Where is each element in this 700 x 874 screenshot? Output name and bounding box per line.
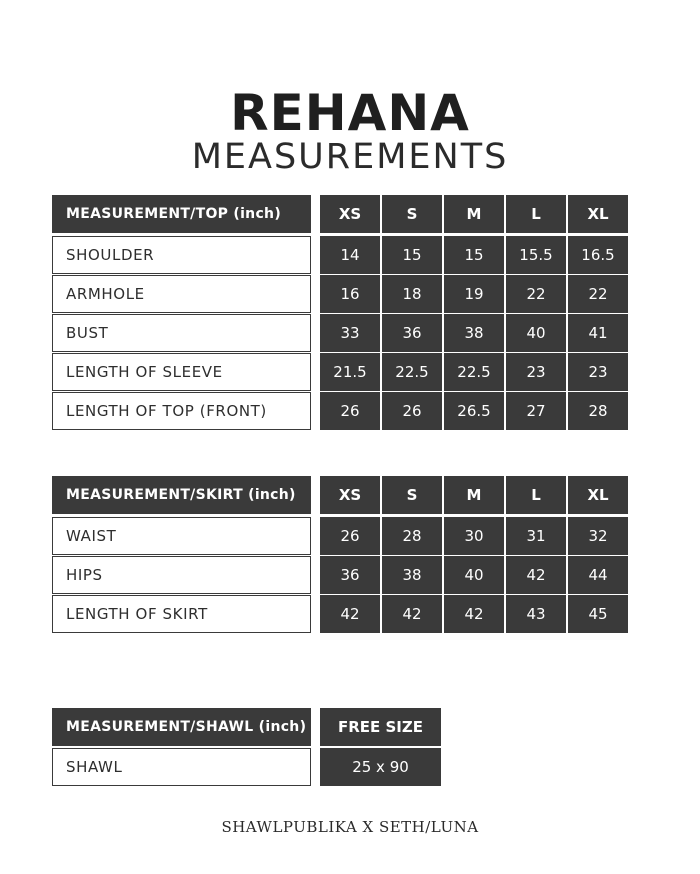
page-title: REHANA: [230, 84, 470, 142]
value-cell: 43: [506, 595, 566, 633]
value-cell: 26: [382, 392, 442, 430]
row-label: BUST: [52, 314, 311, 352]
value-cell: 28: [568, 392, 628, 430]
table-row: [52, 236, 628, 274]
value-cell: 23: [506, 353, 566, 391]
row-label: LENGTH OF SKIRT: [52, 595, 311, 633]
value-cell: 32: [568, 517, 628, 555]
value-cell: 15: [382, 236, 442, 274]
table-row: [52, 517, 628, 555]
table-header-row: [52, 476, 628, 514]
table-row: [52, 275, 628, 313]
value-cell: 44: [568, 556, 628, 594]
table-header-label: MEASUREMENT/SHAWL (inch): [52, 708, 311, 746]
table-header-row: [52, 708, 628, 746]
size-header: L: [506, 195, 566, 233]
size-header: L: [506, 476, 566, 514]
value-cell: 36: [320, 556, 380, 594]
size-header: XS: [320, 195, 380, 233]
size-header: M: [444, 476, 504, 514]
value-cell: 42: [382, 595, 442, 633]
size-header: XL: [568, 476, 628, 514]
value-cell: 22.5: [444, 353, 504, 391]
value-cell: 40: [444, 556, 504, 594]
value-cell: 42: [320, 595, 380, 633]
value-cell: 21.5: [320, 353, 380, 391]
table-row: [52, 314, 628, 352]
value-cell: 15.5: [506, 236, 566, 274]
value-cell: 27: [506, 392, 566, 430]
value-cell: 26.5: [444, 392, 504, 430]
value-cell: 30: [444, 517, 504, 555]
value-cell: 26: [320, 517, 380, 555]
value-cell: 42: [444, 595, 504, 633]
value-cell: 14: [320, 236, 380, 274]
value-cell: 41: [568, 314, 628, 352]
size-header: XL: [568, 195, 628, 233]
value-cell: 16.5: [568, 236, 628, 274]
value-cell: 28: [382, 517, 442, 555]
value-cell: 22.5: [382, 353, 442, 391]
table-header-label: MEASUREMENT/TOP (inch): [52, 195, 311, 233]
value-cell: 38: [382, 556, 442, 594]
page-subtitle: MEASUREMENTS: [191, 137, 509, 177]
value-cell: 16: [320, 275, 380, 313]
value-cell: 15: [444, 236, 504, 274]
value-cell: 40: [506, 314, 566, 352]
brand-footer: SHAWLPUBLIKA X SETH/LUNA: [221, 818, 479, 836]
row-label: LENGTH OF SLEEVE: [52, 353, 311, 391]
table-row: [52, 595, 628, 633]
value-cell: 31: [506, 517, 566, 555]
size-header: FREE SIZE: [320, 708, 441, 746]
table-header-label: MEASUREMENT/SKIRT (inch): [52, 476, 311, 514]
table-row: [52, 748, 628, 786]
value-cell: 23: [568, 353, 628, 391]
size-header: S: [382, 195, 442, 233]
value-cell: 45: [568, 595, 628, 633]
value-cell: 18: [382, 275, 442, 313]
table-row: [52, 392, 628, 430]
value-cell: 26: [320, 392, 380, 430]
value-cell: 22: [568, 275, 628, 313]
row-label: WAIST: [52, 517, 311, 555]
value-cell: 42: [506, 556, 566, 594]
row-label: SHOULDER: [52, 236, 311, 274]
row-label: HIPS: [52, 556, 311, 594]
row-label: LENGTH OF TOP (FRONT): [52, 392, 311, 430]
size-header: XS: [320, 476, 380, 514]
size-header: M: [444, 195, 504, 233]
table-row: [52, 556, 628, 594]
row-label: SHAWL: [52, 748, 311, 786]
size-header: S: [382, 476, 442, 514]
row-label: ARMHOLE: [52, 275, 311, 313]
value-cell: 19: [444, 275, 504, 313]
value-cell: 25 x 90: [320, 748, 441, 786]
table-row: [52, 353, 628, 391]
value-cell: 38: [444, 314, 504, 352]
value-cell: 33: [320, 314, 380, 352]
value-cell: 36: [382, 314, 442, 352]
value-cell: 22: [506, 275, 566, 313]
table-header-row: [52, 195, 628, 233]
